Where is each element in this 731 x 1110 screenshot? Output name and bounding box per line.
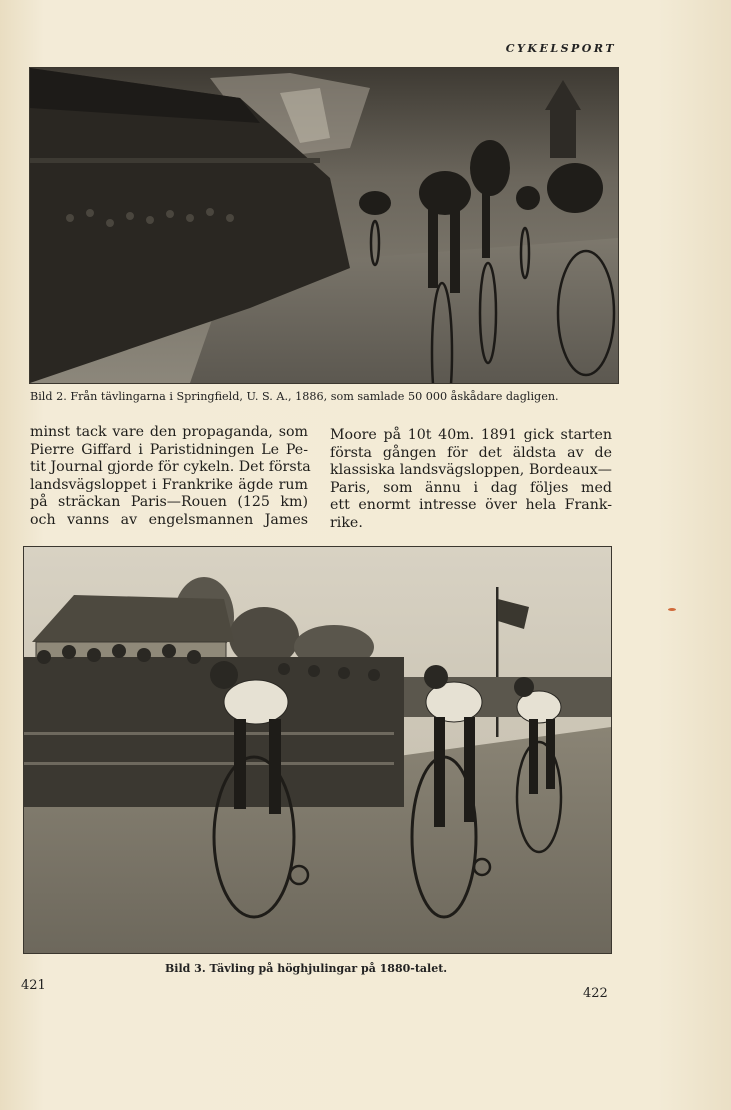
text-line: minst tack vare den propaganda, som [30, 424, 308, 440]
text-line: landsvägsloppet i Frankrike ägde rum [30, 476, 308, 493]
text-line: Moore på 10t 40m. 1891 gick starten [330, 427, 612, 443]
text-line: klassiska landsvägsloppen, Bordeaux— [330, 462, 612, 479]
running-head: CYKELSPORT [505, 42, 616, 55]
paper-speck [668, 608, 676, 611]
figure-3-photo [23, 546, 612, 954]
text-line: rike. [330, 514, 363, 531]
page-number-right: 422 [583, 986, 608, 1001]
figure-2-photo [29, 67, 619, 384]
text-line: tit Journal gjorde för cykeln. Det första [30, 459, 311, 476]
text-line: på sträckan Paris—Rouen (125 km) [30, 494, 308, 511]
text-line: första gången för det äldsta av de [330, 444, 612, 461]
text-line: Pierre Giffard i Paristidningen Le Pe- [30, 441, 308, 458]
text-line: och vanns av engelsmannen James [30, 511, 308, 528]
text-line: Paris, som ännu i dag följes med [330, 479, 612, 496]
text-line: ett enormt intresse över hela Frank- [330, 497, 612, 514]
figure-3-caption: Bild 3. Tävling på höghjulingar på 1880-talet. [165, 962, 448, 975]
page-number-left: 421 [21, 978, 46, 993]
text-column-right [330, 427, 612, 533]
text-column-left [30, 424, 311, 530]
figure-2-caption: Bild 2. Från tävlingarna i Springfield, U. S. A., 1886, som samlade 50 000 åskådare dagligen. [30, 390, 559, 403]
